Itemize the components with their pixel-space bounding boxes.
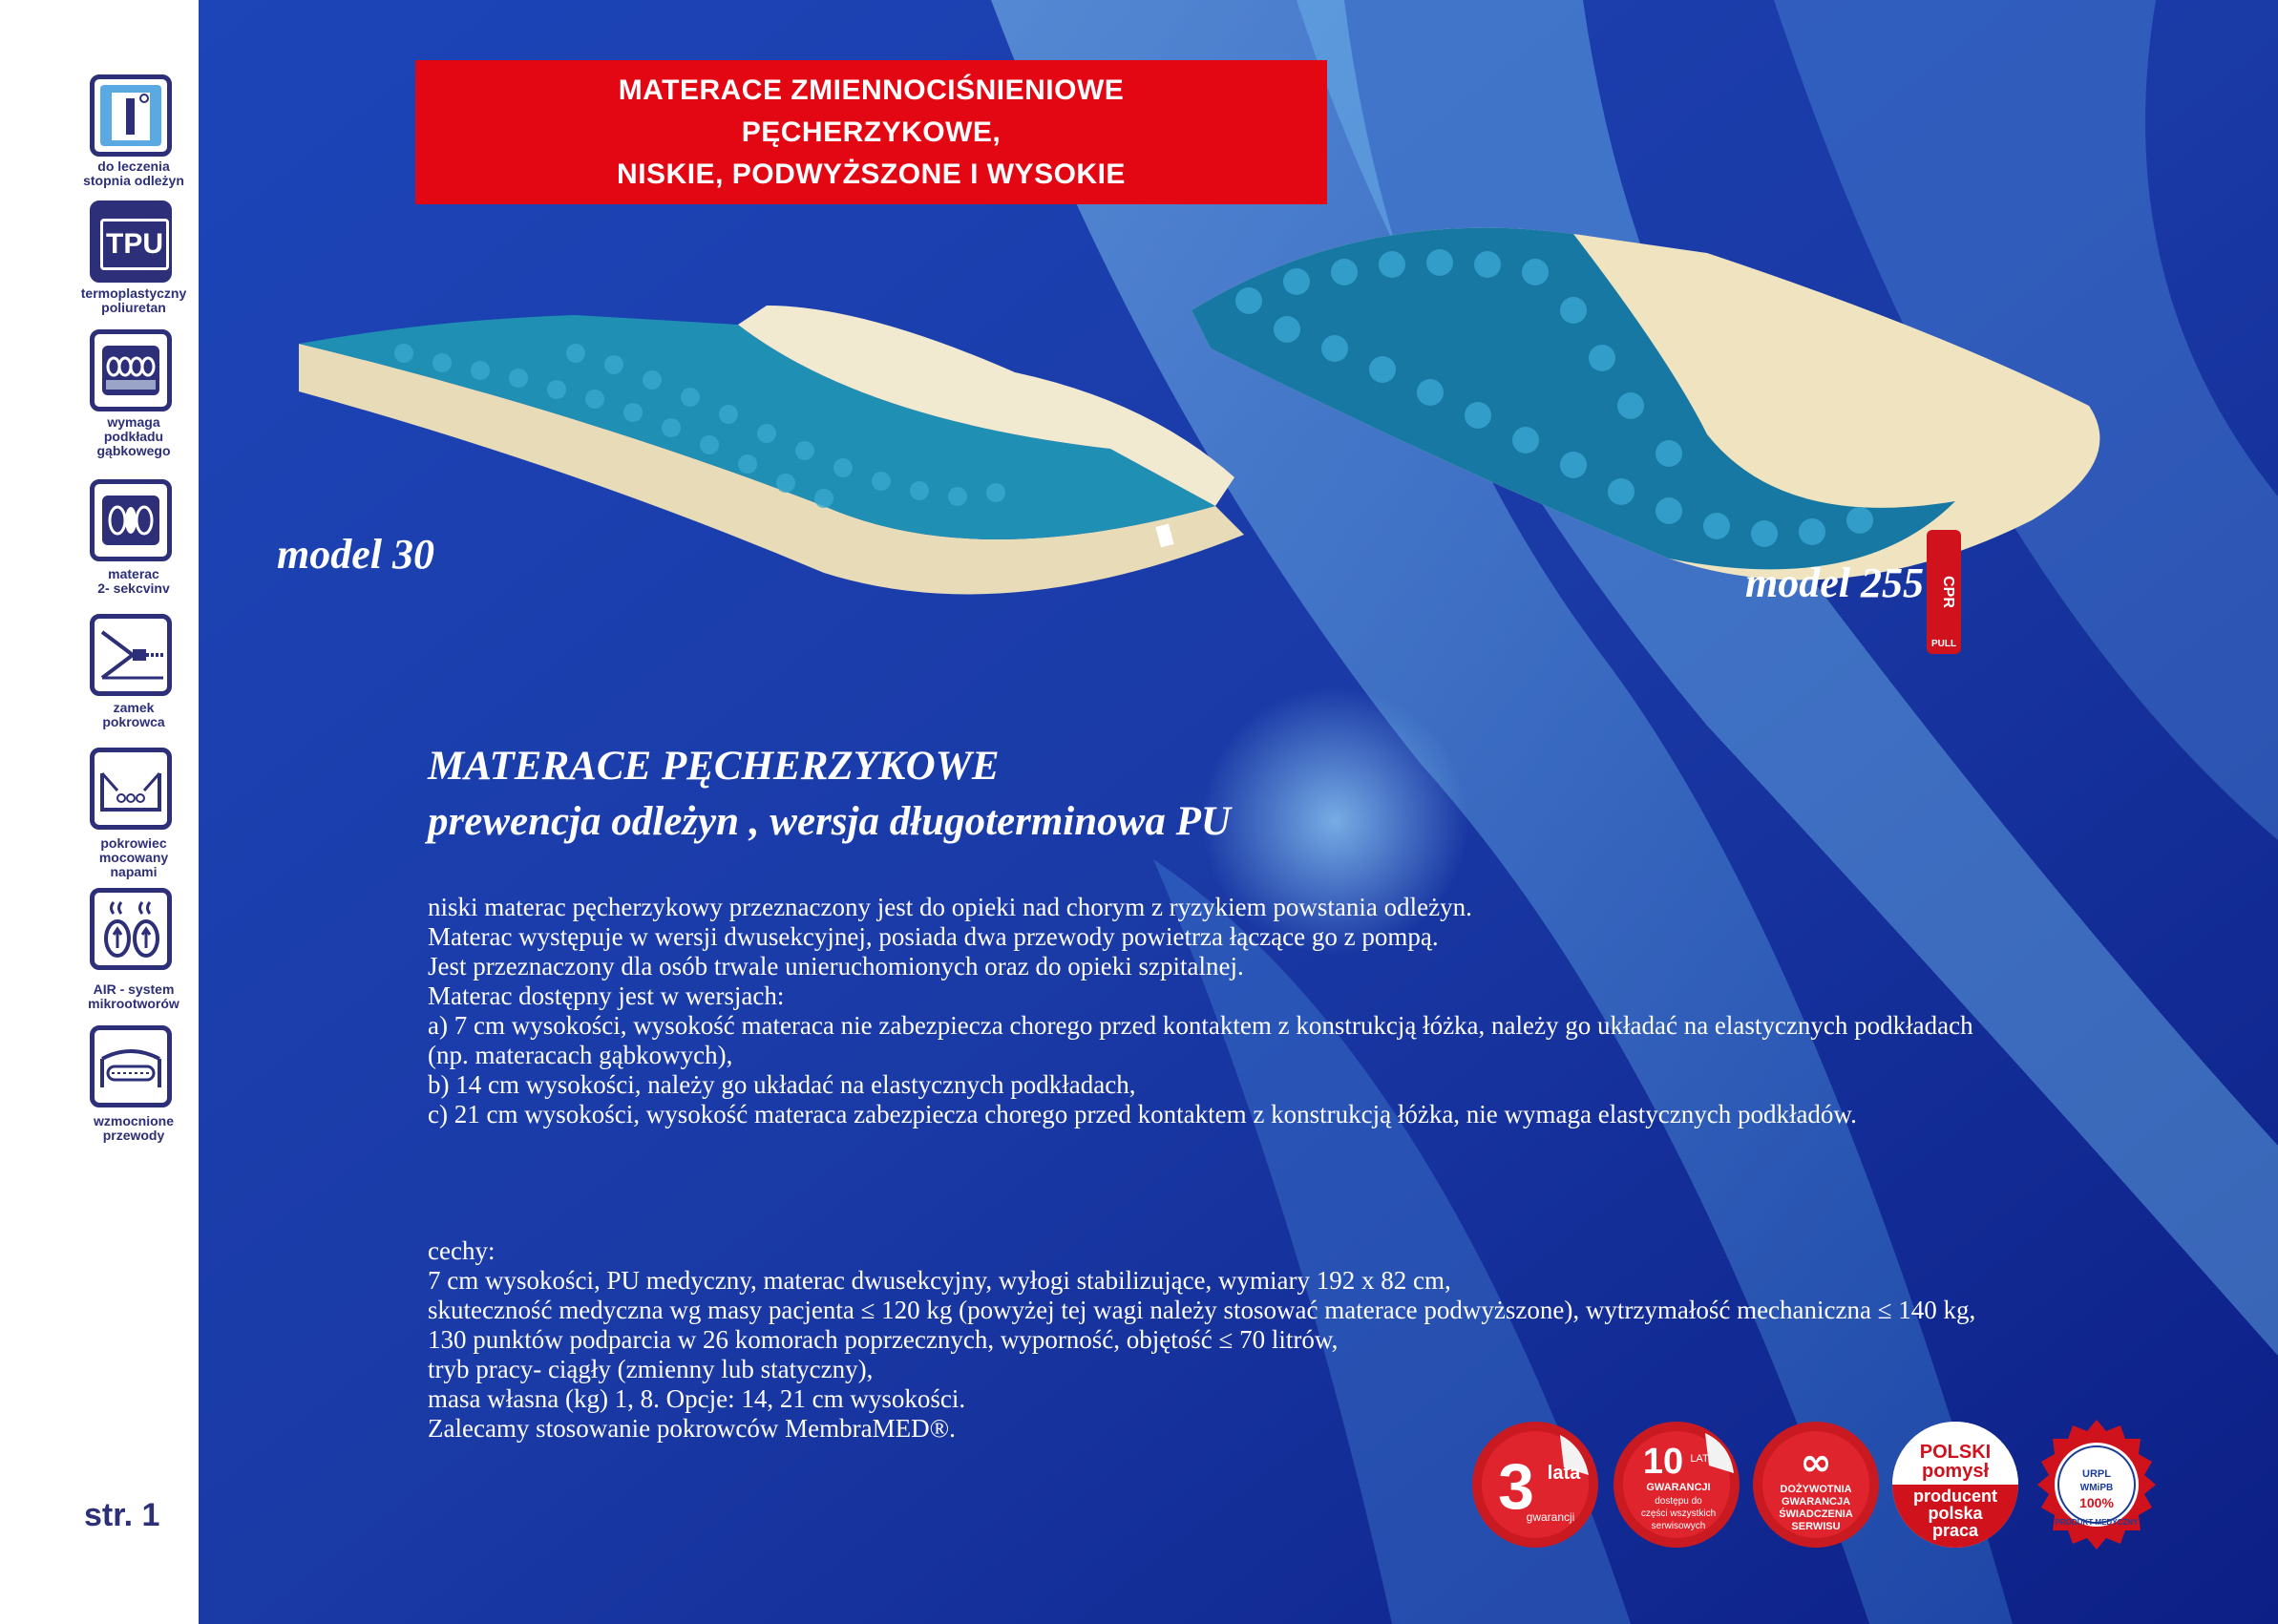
model-30-label: model 30: [277, 531, 434, 578]
features-line: 7 cm wysokości, PU medyczny, materac dwusekcyjny, wyłogi stabilizujące, wymiary 192 x 82 cm,: [428, 1266, 1451, 1295]
sidebar-label: materac 2- sekcvinv: [97, 566, 170, 596]
banner-line: NISKIE, PODWYŻSZONE I WYSOKIE: [617, 158, 1126, 190]
svg-text:praca: praca: [1931, 1521, 1979, 1540]
sidebar-label: termoplastyczny poliuretan: [80, 285, 187, 315]
tpu-icon: [90, 200, 172, 283]
pull-text: PULL: [1930, 639, 1957, 649]
sidebar: [0, 0, 199, 1624]
sidebar-label: wzmocnione przewody: [93, 1113, 174, 1143]
features-line: 130 punktów podparcia w 26 komorach poprzecznych, wyporność, objętość ≤ 70 litrów,: [428, 1325, 1339, 1354]
sidebar-label: pokrowiec mocowany napami: [98, 835, 169, 879]
description-line: niski materac pęcherzykowy przeznaczony jest do opieki nad chorym z ryzykiem powstania odleżyn.: [428, 893, 1472, 921]
warranty-3-years-badge: [1468, 1418, 1602, 1551]
model-255-label: model 255: [1745, 559, 1924, 606]
svg-text:części wszystkich: części wszystkich: [1640, 1508, 1717, 1519]
section-heading: MATERACE PĘCHERZYKOWE: [428, 744, 1000, 789]
two-section-icon: [90, 479, 172, 561]
svg-text:POLSKI: POLSKI: [1919, 1442, 1992, 1463]
svg-text:10: 10: [1642, 1442, 1684, 1482]
title-banner: [415, 60, 1327, 204]
features-line: masa własna (kg) 1, 8. Opcje: 14, 21 cm wysokości.: [428, 1384, 966, 1413]
sidebar-label: do leczenia stopnia odleżyn: [83, 158, 184, 188]
svg-text:GWARANCJI: GWARANCJI: [1646, 1482, 1711, 1493]
svg-text:producent: producent: [1913, 1487, 1997, 1506]
svg-text:dostępu do: dostępu do: [1655, 1496, 1702, 1507]
features-line: cechy:: [428, 1236, 496, 1265]
tpu-glyph: TPU: [100, 219, 169, 270]
features-line: skuteczność medyczna wg masy pacjenta ≤ 120 kg (powyżej tej wagi należy stosować materace podwyższone), wytrzymałość mechaniczna ≤ 140 kg,: [428, 1296, 1976, 1324]
svg-text:3: 3: [1498, 1450, 1534, 1523]
features-line: Zalecamy stosowanie pokrowców MembraMED®.: [428, 1414, 956, 1443]
svg-text:∞: ∞: [1800, 1441, 1832, 1485]
description-line: Jest przeznaczony dla osób trwale unieruchomionych oraz do opieki szpitalnej.: [428, 952, 1244, 981]
svg-text:gwarancji: gwarancji: [1526, 1510, 1575, 1524]
cover-zipper-icon: [90, 614, 172, 696]
svg-text:SERWISU: SERWISU: [1791, 1521, 1841, 1532]
banner-line: MATERACE ZMIENNOCIŚNIENIOWE: [618, 74, 1125, 106]
svg-text:LAT: LAT: [1690, 1453, 1709, 1465]
svg-text:serwisowych: serwisowych: [1651, 1521, 1706, 1531]
page-number: str. 1: [84, 1497, 160, 1533]
svg-text:pomysł: pomysł: [1921, 1461, 1990, 1482]
section-subheading: prewencja odleżyn , wersja długoterminowa PU: [428, 799, 1231, 844]
svg-text:WMiPB: WMiPB: [2079, 1483, 2114, 1493]
pressure-stage-icon: [90, 74, 172, 157]
sidebar-label: wymaga podkładu gąbkowego: [96, 414, 171, 458]
svg-text:PRODUKT MEDYCZNY: PRODUKT MEDYCZNY: [2055, 1518, 2139, 1527]
medical-product-seal: [2030, 1418, 2163, 1551]
lifetime-service-badge: [1749, 1418, 1883, 1551]
fitted-cover-icon: [90, 748, 172, 830]
foam-pad-icon: [90, 329, 172, 411]
svg-text:lata: lata: [1547, 1463, 1581, 1484]
air-system-icon: [90, 888, 172, 970]
warranty-10-years-badge: [1610, 1418, 1743, 1551]
svg-text:polska: polska: [1928, 1504, 1983, 1523]
svg-text:URPL: URPL: [2082, 1468, 2111, 1480]
description-line: Materac występuje w wersji dwusekcyjnej, posiada dwa przewody powietrza łączące go z pompą.: [428, 922, 1439, 951]
description-block: [428, 893, 1973, 1129]
reinforced-hoses-icon: [90, 1025, 172, 1107]
mattress-model-255-image: [1172, 215, 2127, 673]
description-line: c) 21 cm wysokości, wysokość materaca zabezpiecza chorego przed kontaktem z konstrukcją łóżka, nie wymaga elastycznych podkładów.: [428, 1100, 1857, 1128]
svg-text:ŚWIADCZENIA: ŚWIADCZENIA: [1779, 1508, 1853, 1520]
svg-text:GWARANCJA: GWARANCJA: [1781, 1496, 1851, 1508]
sidebar-label: AIR - system mikrootworów: [88, 981, 179, 1011]
description-line: a) 7 cm wysokości, wysokość materaca nie zabezpiecza chorego przed kontaktem z konstrukcją łóżka, należy go układać na elastycznych podkładach: [428, 1011, 1973, 1040]
features-block: [428, 1236, 1975, 1444]
polish-product-badge: [1888, 1418, 2022, 1551]
svg-text:DOŻYWOTNIA: DOŻYWOTNIA: [1780, 1484, 1852, 1495]
main-panel: [199, 0, 2278, 1624]
description-line: b) 14 cm wysokości, należy go układać na elastycznych podkładach,: [428, 1070, 1136, 1099]
description-line: Materac dostępny jest w wersjach:: [428, 981, 785, 1010]
sidebar-label: zamek pokrowca: [102, 700, 165, 729]
cpr-text: CPR: [1940, 576, 1956, 608]
description-line: (np. materacach gąbkowych),: [428, 1041, 733, 1069]
features-line: tryb pracy- ciągły (zmienny lub statyczny),: [428, 1355, 874, 1383]
svg-text:100%: 100%: [2079, 1495, 2114, 1510]
banner-line: PĘCHERZYKOWE,: [741, 116, 1002, 148]
